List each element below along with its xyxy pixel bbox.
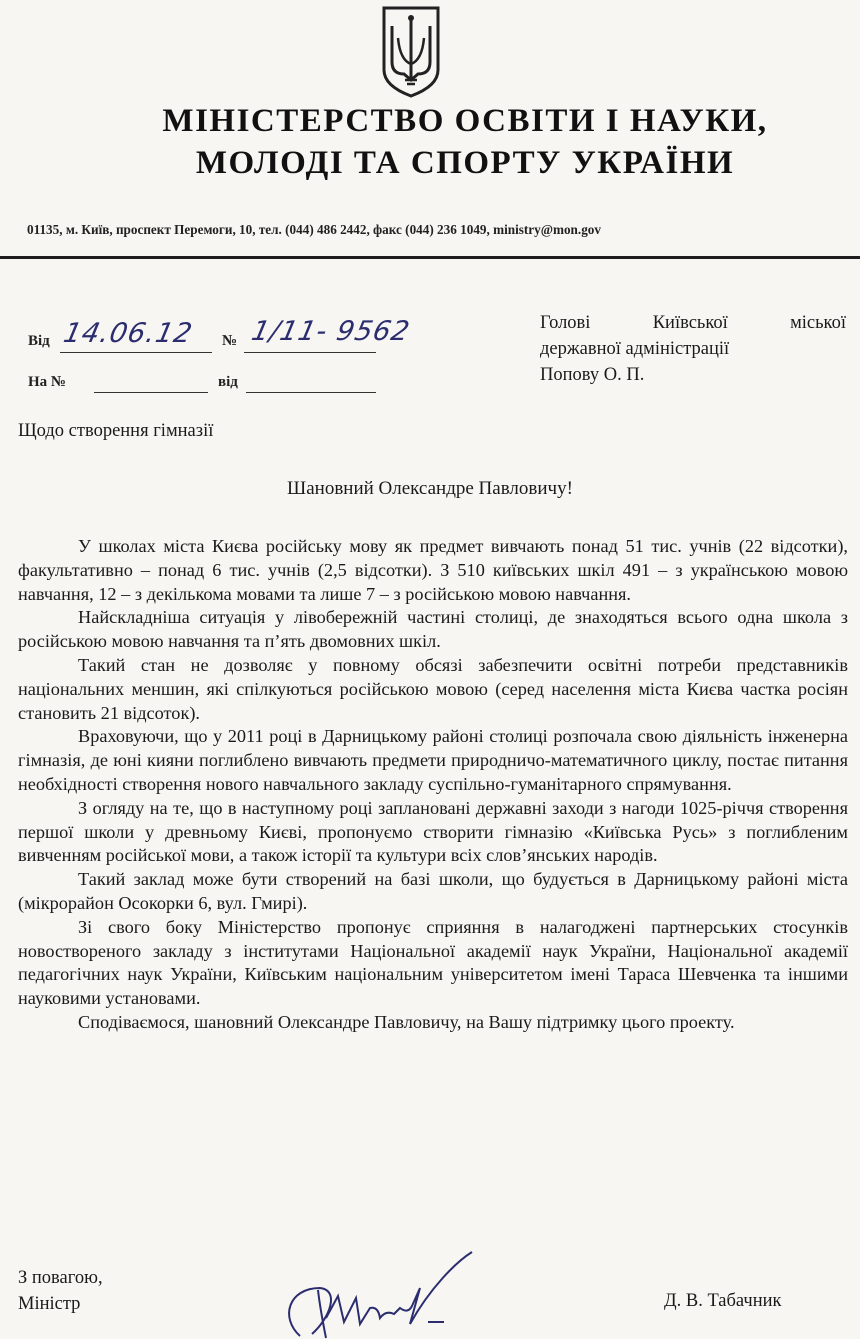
recipient-block xyxy=(540,310,846,388)
body-paragraph: Такий стан не дозволяє у повному обсязі забезпечити освітні потреби представників національних меншин, які спілкуються російською мовою (серед населення міста Києва частка росіян становить 21 відсоток). xyxy=(18,654,848,723)
handwritten-date: 14.06.12 xyxy=(60,318,196,349)
body-paragraph: Такий заклад може бути створений на базі школи, що будується в Дарницькому районі міста (мікрорайон Осокорки 6, вул. Гмирі). xyxy=(18,869,848,913)
signer-name: Д. В. Табачник xyxy=(664,1291,782,1311)
body-paragraph: Враховуючи, що у 2011 році в Дарницькому районі столиці розпочала свою діяльність інженерна гімназія, де юні кияни поглиблено вивчають предмети природничо-математичного циклу, постає питання необхідності створення нового навчального закладу суспільно-гуманітарного спрямування. xyxy=(18,726,848,794)
number-line xyxy=(244,352,376,353)
recipient-word: Київської xyxy=(652,313,728,333)
handwritten-signature xyxy=(260,1248,490,1339)
recipient-line3: Попову О. П. xyxy=(540,365,645,385)
reference-from-label: від xyxy=(218,374,238,390)
body-paragraph: У школах міста Києва російську мову як предмет вивчають понад 51 тис. учнів (22 відсотки), факультативно – понад 6 тис. учнів (2,5 відсотки). З 510 київських шкіл 491 – з українською мовою навчання, 12 – з декількома мовами та лише 7 – з російською мовою навчання. xyxy=(18,536,848,604)
recipient-line2: державної адміністрації xyxy=(540,339,730,359)
body-paragraph: З огляду на те, що в наступному році заплановані державні заходи з нагоди 1025-річчя створення першої школи у древньому Києві, пропонуємо створити гімназію «Київська Русь» з поглибленим вивченням російської мови, а також історії та культури всіх слов’янських народів. xyxy=(18,797,848,866)
recipient-word: міської xyxy=(790,313,846,333)
trident-emblem-icon xyxy=(378,4,444,98)
recipient-line1 xyxy=(540,310,846,336)
body-paragraph: Зі свого боку Міністерство пропонує сприяння в налагоджені партнерських стосунків новоствореного закладу з інститутами Національної академії наук України, Національної академії педагогічних наук України, Київським національним університетом імені Тараса Шевченка та іншими науковими установами. xyxy=(18,916,848,1009)
reference-number-line xyxy=(94,392,208,393)
ministry-name-line2: МОЛОДІ ТА СПОРТУ УКРАЇНИ xyxy=(195,145,735,181)
number-label: № xyxy=(222,333,238,349)
date-line xyxy=(60,352,212,353)
reference-date-line xyxy=(246,392,376,393)
letter-subject: Щодо створення гімназії xyxy=(18,421,214,441)
header-divider xyxy=(0,256,860,259)
ministry-name-line1: МІНІСТЕРСТВО ОСВІТИ І НАУКИ, xyxy=(162,103,768,139)
closing-block xyxy=(18,1265,103,1317)
from-label: Від xyxy=(28,333,50,349)
letter-body xyxy=(18,535,848,1035)
closing-regards: З повагою, xyxy=(18,1268,103,1288)
signer-title: Міністр xyxy=(18,1294,81,1314)
handwritten-number: 1/11- 9562 xyxy=(248,316,413,347)
body-paragraph: Найскладніша ситуація у лівобережній частині столиці, де знаходяться всього одна школа з російською мовою навчання та п’ять двомовних шкіл. xyxy=(18,607,848,652)
ministry-address: 01135, м. Київ, проспект Перемоги, 10, тел. (044) 486 2442, факс (044) 236 1049, ministry@mon.gov xyxy=(27,222,601,237)
recipient-word: Голові xyxy=(540,313,591,333)
salutation: Шановний Олександре Павловичу! xyxy=(287,478,573,499)
reference-label: На № xyxy=(28,374,66,390)
body-paragraph: Сподіваємося, шановний Олександре Павловичу, на Вашу підтримку цього проекту. xyxy=(78,1011,735,1032)
